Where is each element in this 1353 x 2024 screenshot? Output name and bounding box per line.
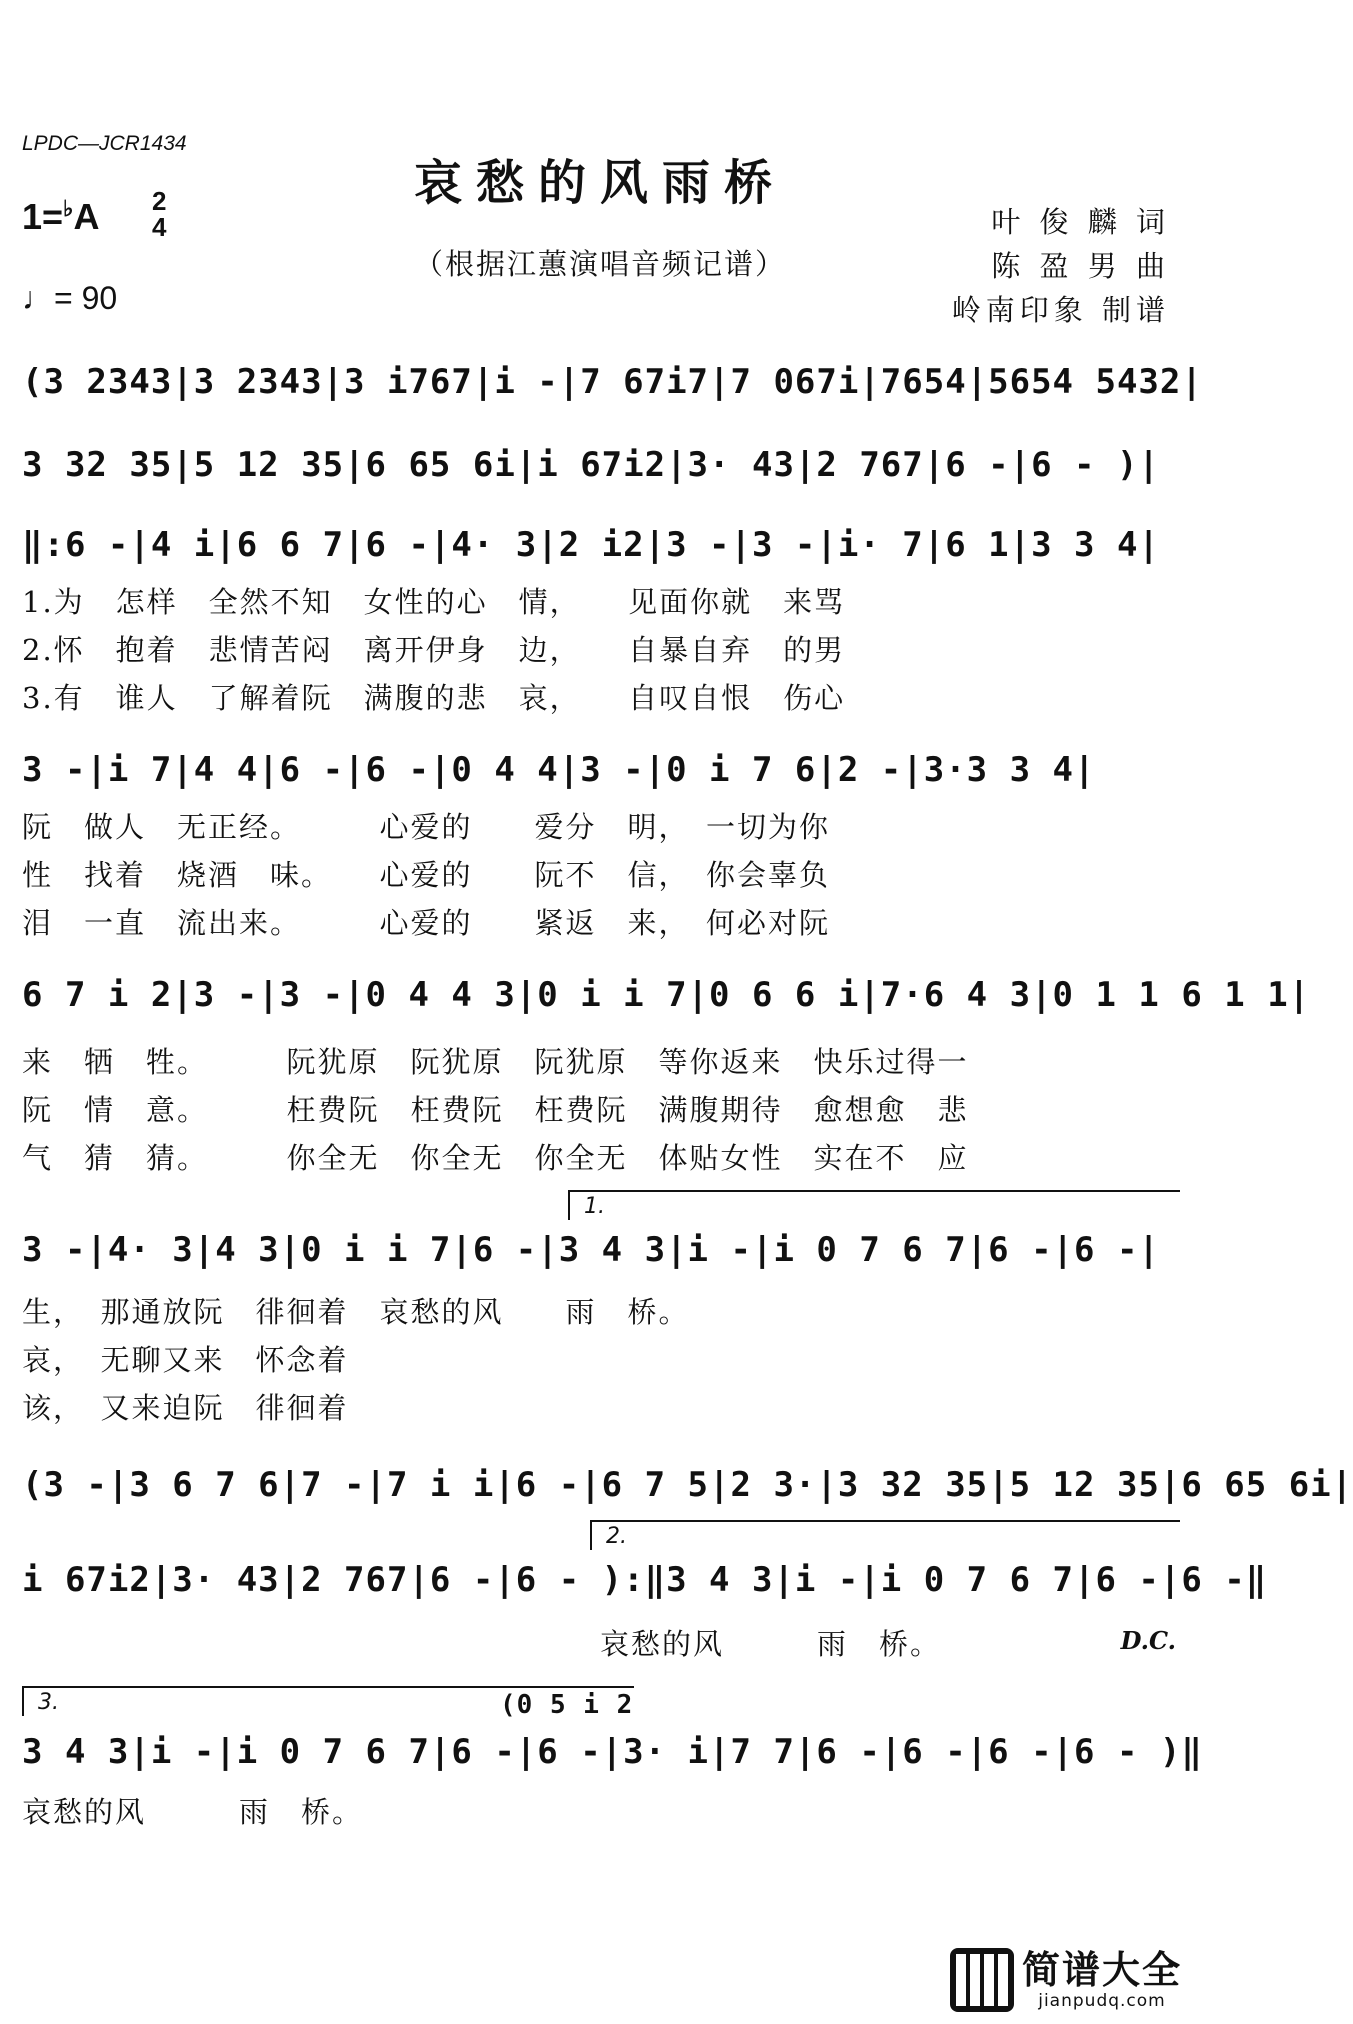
logo-name: 简谱大全 <box>1021 1948 1182 1992</box>
time-signature <box>152 188 166 240</box>
lyric-v1-line-a: 1.为 怎样 全然不知 女性的心 情， 见面你就 来骂 <box>22 585 846 619</box>
composer-credit: 陈 盈 男 曲 <box>991 249 1170 283</box>
notation-line-3: ‖:6 -|4 i|6 6 7|6 -|4· 3|2 i2|3 -|3 -|i· 7|6 1|3 3 4| <box>22 525 1160 565</box>
site-logo <box>950 1948 1182 2012</box>
lyric-v1-line-c: 来 牺 牲。 阮犹原 阮犹原 阮犹原 等你返来 快乐过得一 <box>22 1045 969 1079</box>
da-capo-marking: D.C. <box>1120 1626 1176 1655</box>
tempo-marking: ♩= 90 <box>22 280 118 316</box>
notation-line-9: 3 4 3|i -|i 0 7 6 7|6 -|6 -|3· i|7 7|6 -|6 -|6 -|6 - )‖ <box>22 1732 1203 1772</box>
score-code: LPDC—JCR1434 <box>22 132 187 155</box>
volta-bracket-1 <box>568 1190 1180 1220</box>
key-note: A <box>73 196 100 237</box>
key-prefix: 1= <box>22 196 64 237</box>
notation-line-5: 6 7 i 2|3 -|3 -|0 4 4 3|0 i i 7|0 6 6 i|7·6 4 3|0 1 1 6 1 1| <box>22 975 1311 1015</box>
flat-sign: ♭ <box>63 196 74 221</box>
lyric-v3-line-c: 气 猜 猜。 你全无 你全无 你全无 体贴女性 实在不 应 <box>22 1141 969 1175</box>
lyric-v3-line-d: 该， 又来迫阮 徘徊着 <box>22 1391 349 1425</box>
arranger-credit: 岭南印象 制谱 <box>951 293 1170 327</box>
time-top: 2 <box>152 186 167 216</box>
volta-label-1: 1. <box>584 1194 605 1219</box>
time-bottom: 4 <box>152 212 167 242</box>
notation-line-7: (3 -|3 6 7 6|7 -|7 i i|6 -|6 7 5|2 3·|3 32 35|5 12 35|6 65 6i| <box>22 1465 1353 1505</box>
song-subtitle: （根据江蕙演唱音频记谱） <box>413 247 786 281</box>
piano-icon <box>950 1948 1014 2012</box>
lyric-v2-line-d: 哀， 无聊又来 怀念着 <box>22 1343 349 1377</box>
notation-line-4: 3 -|i 7|4 4|6 -|6 -|0 4 4|3 -|0 i 7 6|2 -|3·3 3 4| <box>22 750 1096 790</box>
notation-line-6: 3 -|4· 3|4 3|0 i i 7|6 -|3 4 3|i -|i 0 7 6 7|6 -|6 -| <box>22 1230 1160 1270</box>
lyricist-credit: 叶 俊 麟 词 <box>991 205 1170 239</box>
song-title: 哀愁的风雨桥 <box>413 155 786 211</box>
volta-label-2: 2. <box>606 1524 627 1549</box>
key-signature <box>22 196 99 238</box>
lyric-v2-line-b: 性 找着 烧酒 味。 心爱的 阮不 信， 你会辜负 <box>22 858 831 892</box>
volta-label-3: 3. <box>38 1690 59 1715</box>
lyric-ending-2: 哀愁的风 雨 桥。 <box>600 1627 942 1661</box>
lyric-v3-line-a: 3.有 谁人 了解着阮 满腹的悲 哀， 自叹自恨 伤心 <box>22 681 846 715</box>
volta-bracket-2 <box>590 1520 1180 1550</box>
lyric-v2-line-a: 2.怀 抱着 悲情苦闷 离开伊身 边， 自暴自弃 的男 <box>22 633 846 667</box>
lyric-v3-line-b: 泪 一直 流出来。 心爱的 紧返 来， 何必对阮 <box>22 906 831 940</box>
notation-line-1: (3 2343|3 2343|3 i767|i -|7 67i7|7 067i|7654|5654 5432| <box>22 362 1203 402</box>
notation-line-8: i 67i2|3· 43|2 767|6 -|6 - ):‖3 4 3|i -|i 0 7 6 7|6 -|6 -‖ <box>22 1560 1268 1600</box>
lyric-v1-line-b: 阮 做人 无正经。 心爱的 爱分 明， 一切为你 <box>22 810 831 844</box>
lyric-v1-line-d: 生， 那通放阮 徘徊着 哀愁的风 雨 桥。 <box>22 1295 690 1329</box>
logo-url: jianpudq.com <box>1038 1991 1166 2011</box>
grace-notes: (0 5 i 2 <box>500 1690 634 1720</box>
notation-line-2: 3 32 35|5 12 35|6 65 6i|i 67i2|3· 43|2 767|6 -|6 - )| <box>22 445 1160 485</box>
lyric-v2-line-c: 阮 情 意。 枉费阮 枉费阮 枉费阮 满腹期待 愈想愈 悲 <box>22 1093 969 1127</box>
lyric-ending-3: 哀愁的风 雨 桥。 <box>22 1795 364 1829</box>
